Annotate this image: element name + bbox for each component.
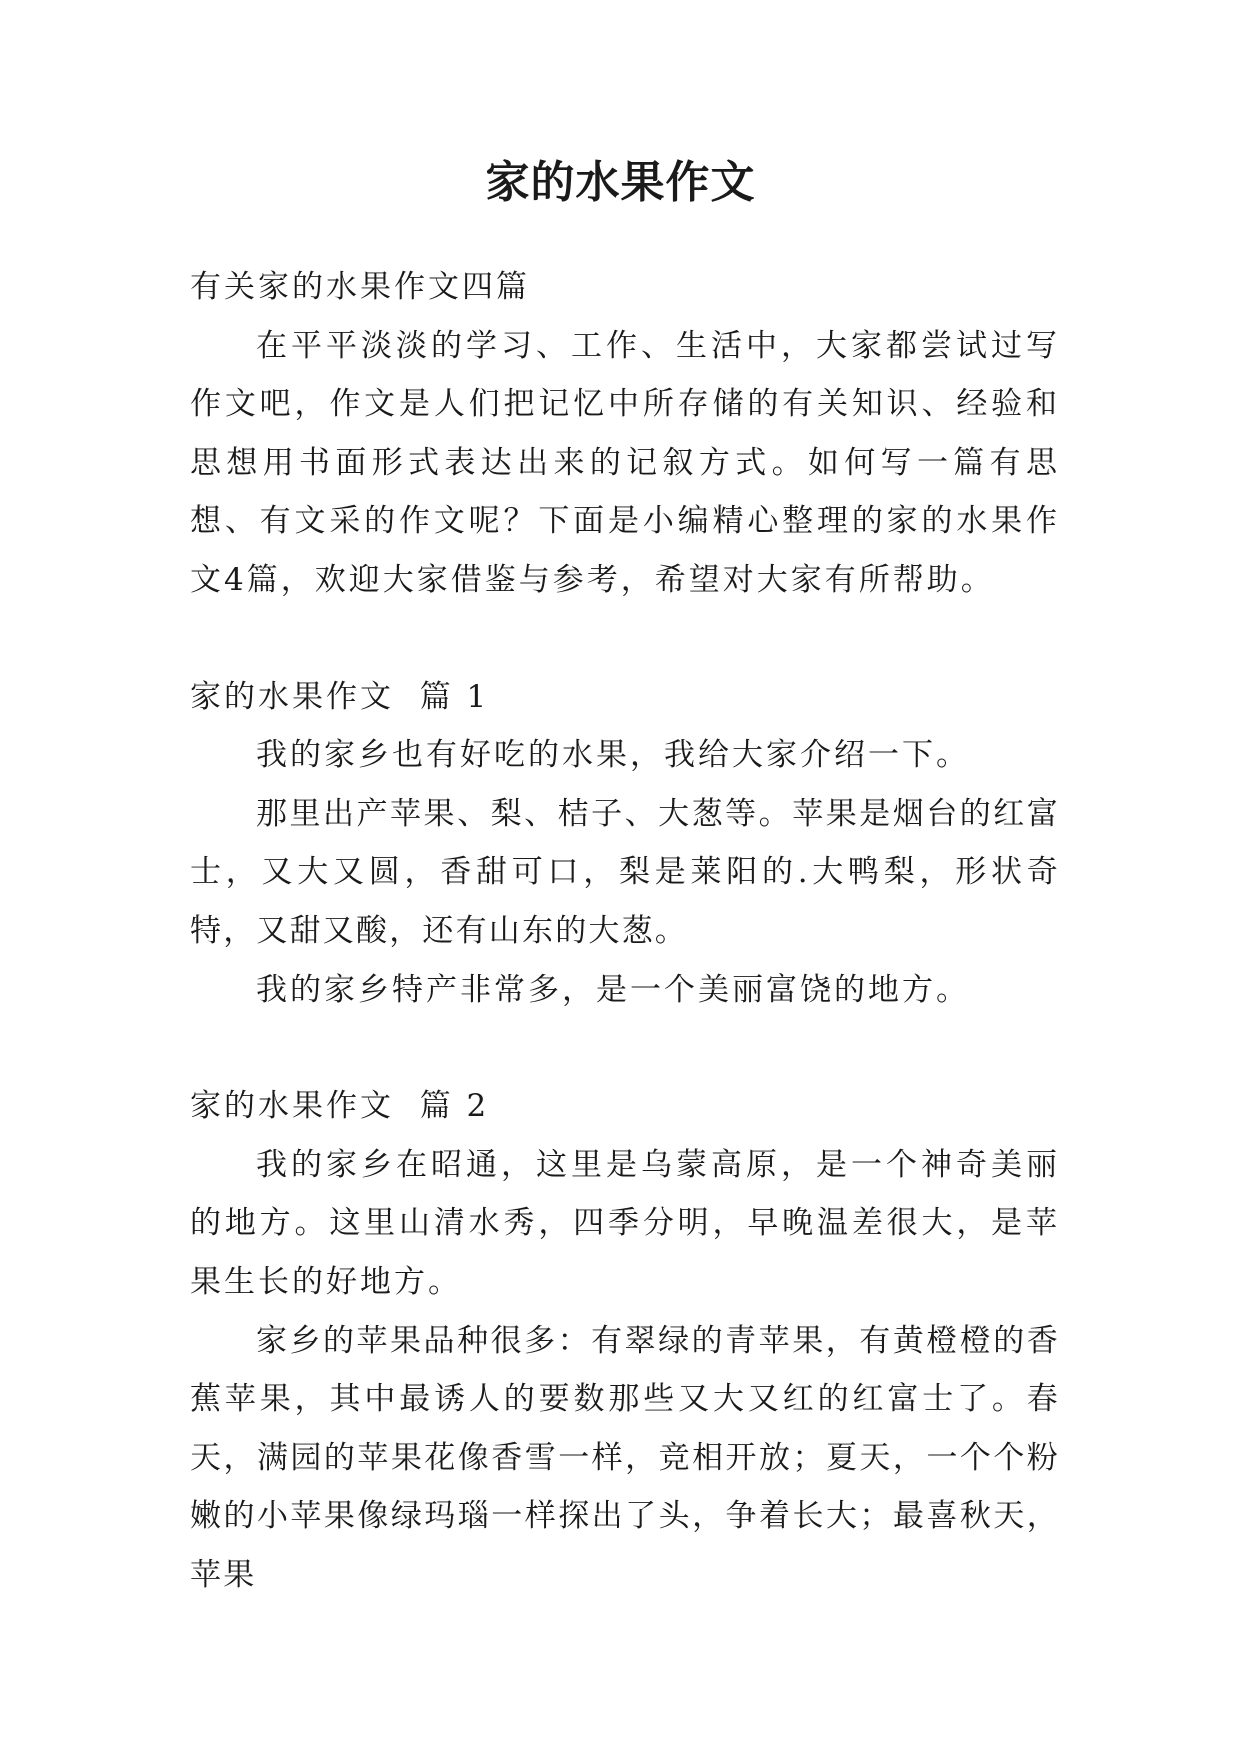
document-body — [190, 258, 1060, 1604]
section-1-paragraph: 我的家乡也有好吃的水果，我给大家介绍一下。 — [256, 737, 970, 774]
spacer — [190, 610, 1060, 668]
section-1-paragraph: 我的家乡特产非常多，是一个美丽富饶的地方。 — [256, 971, 970, 1008]
section-1-paragraph: 那里出产苹果、梨、桔子、大葱等。苹果是烟台的红富士，又大又圆，香甜可口，梨是莱阳的.大鸭梨，形状奇特，又甜又酸，还有山东的大葱。 — [190, 795, 1060, 949]
document-subtitle: 有关家的水果作文四篇 — [190, 269, 530, 305]
intro-paragraph: 在平平淡淡的学习、工作、生活中，大家都尝试过写作文吧，作文是人们把记忆中所存储的有关知识、经验和思想用书面形式表达出来的记叙方式。如何写一篇有思想、有文采的作文呢？下面是小编精心整理的家的水果作文4篇，欢迎大家借鉴与参考，希望对大家有所帮助。 — [190, 327, 1060, 598]
section-2-paragraph: 我的家乡在昭通，这里是乌蒙高原，是一个神奇美丽的地方。这里山清水秀，四季分明，早晚温差很大，是苹果生长的好地方。 — [190, 1146, 1060, 1300]
section-heading-1: 家的水果作文 篇 1 — [190, 678, 490, 715]
section-heading-2: 家的水果作文 篇 2 — [190, 1088, 490, 1125]
page-title: 家的水果作文 — [485, 157, 756, 208]
spacer — [190, 1019, 1060, 1077]
section-2-paragraph: 家乡的苹果品种很多：有翠绿的青苹果，有黄橙橙的香蕉苹果，其中最诱人的要数那些又大又红的红富士了。春天，满园的苹果花像香雪一样，竞相开放；夏天，一个个粉嫩的小苹果像绿玛瑙一样探出了头，争着长大；最喜秋天，苹果 — [190, 1322, 1060, 1593]
